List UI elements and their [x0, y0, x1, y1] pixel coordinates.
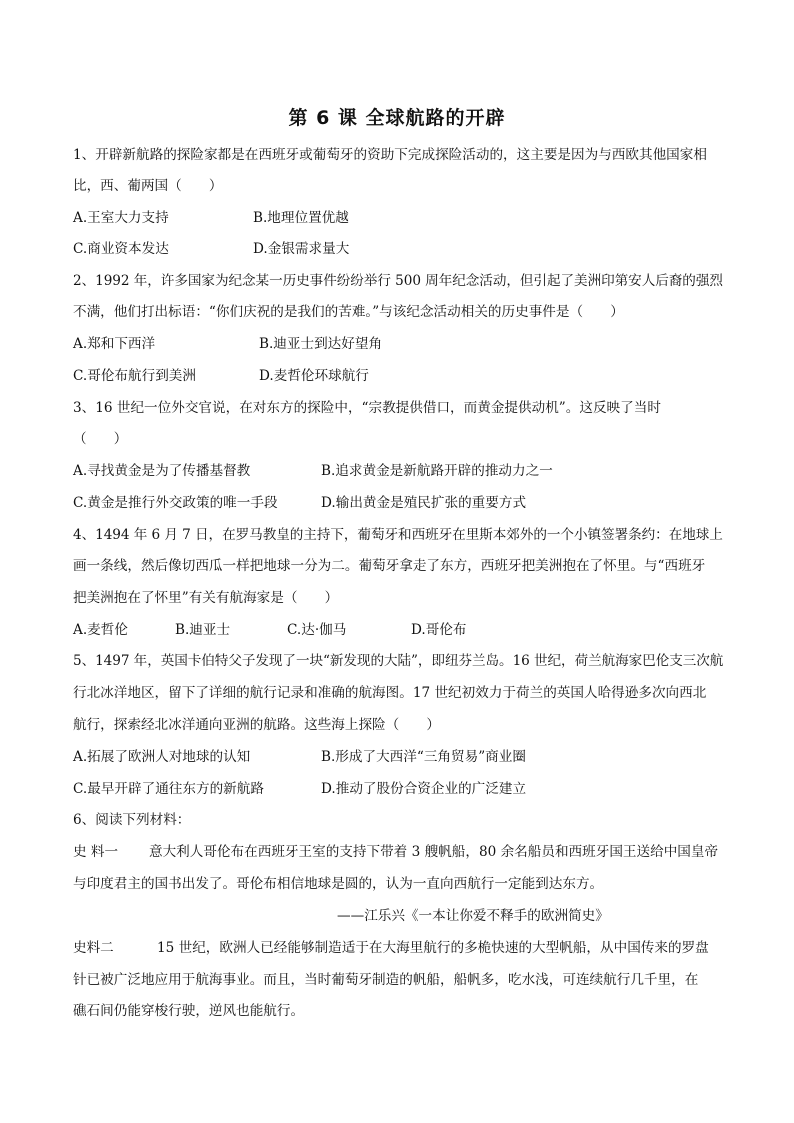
q2-stem-line2: 不满，他们打出标语：“你们庆祝的是我们的苦难。”与该纪念活动相关的历史事件是（ ）: [73, 304, 624, 320]
q5-stem-line3: 航行，探索经北冰洋通向亚洲的航路。这些海上探险（ ）: [73, 717, 441, 733]
q1-stem-line1: 1、开辟新航路的探险家都是在西班牙或葡萄牙的资助下完成探险活动的，这主要是因为与西欧其他国家相: [73, 147, 707, 163]
q3-option-c[interactable]: C.黄金是推行外交政策的唯一手段: [73, 495, 278, 511]
q6-intro: 6、阅读下列材料：: [73, 812, 191, 828]
q2-option-a[interactable]: A.郑和下西洋: [73, 336, 156, 352]
q6-material1-source: ——江乐兴《一本让你爱不释手的欧洲简史》: [337, 908, 609, 924]
q6-material1-line2: 与印度君主的国书出发了。哥伦布相信地球是圆的，认为一直向西航行一定能到达东方。: [73, 876, 604, 892]
q5-stem-line1: 5、1497 年，英国卡伯特父子发现了一块“新发现的大陆”，即纽芬兰岛。16 世纪，荷兰航海家巴伦支三次航: [73, 653, 724, 669]
q6-material2-line3: 礁石间仍能穿梭行驶，逆风也能航行。: [73, 1003, 305, 1019]
q5-stem-line2: 行北冰洋地区，留下了详细的航行记录和准确的航海图。17 世纪初效力于荷兰的英国人哈得逊多次向西北: [73, 685, 707, 701]
q3-stem-line2: （ ）: [73, 431, 128, 447]
q6-material1-text1: 意大利人哥伦布在西班牙王室的支持下带着 3 艘帆船，80 余名船员和西班牙国王送给中国皇帝: [149, 844, 719, 860]
q2-option-c[interactable]: C.哥伦布航行到美洲: [73, 368, 196, 384]
q4-option-c[interactable]: C.达·伽马: [287, 622, 347, 638]
q3-option-a[interactable]: A.寻找黄金是为了传播基督教: [73, 463, 251, 479]
q3-stem-line1: 3、16 世纪一位外交官说，在对东方的探险中，“宗教提供借口，而黄金提供动机”。这反映了当时: [73, 400, 661, 416]
q6-material2-text1: 15 世纪，欧洲人已经能够制造适于在大海里航行的多桅快速的大型帆船，从中国传来的罗盘: [157, 940, 709, 956]
q4-option-b[interactable]: B.迪亚士: [175, 622, 231, 638]
q1-option-b[interactable]: B.地理位置优越: [253, 210, 349, 226]
q6-material1-label: 史 料一: [73, 844, 119, 860]
q2-option-b[interactable]: B.迪亚士到达好望角: [259, 336, 383, 352]
q4-option-a[interactable]: A.麦哲伦: [73, 622, 128, 638]
page-title: 第 6 课 全球航路的开辟: [288, 107, 506, 129]
q4-option-d[interactable]: D.哥伦布: [411, 622, 467, 638]
q4-stem-line1: 4、1494 年 6 月 7 日，在罗马教皇的主持下，葡萄牙和西班牙在里斯本郊外的一个小镇签署条约：在地球上: [73, 527, 723, 543]
q4-stem-line2: 画一条线，然后像切西瓜一样把地球一分为二。葡萄牙拿走了东方，西班牙把美洲抱在了怀里。与“西班牙: [73, 558, 706, 574]
q5-option-a[interactable]: A.拓展了欧洲人对地球的认知: [73, 749, 251, 765]
q6-material2-line2: 针已被广泛地应用于航海事业。而且，当时葡萄牙制造的帆船，船帆多，吃水浅，可连续航行几千里，在: [73, 972, 699, 988]
q1-option-c[interactable]: C.商业资本发达: [73, 241, 169, 257]
q4-stem-line3: 把美洲抱在了怀里”有关有航海家是（ ）: [73, 590, 339, 606]
q1-option-d[interactable]: D.金银需求量大: [253, 241, 350, 257]
q2-option-d[interactable]: D.麦哲伦环球航行: [259, 368, 369, 384]
q3-option-d[interactable]: D.输出黄金是殖民扩张的重要方式: [321, 495, 527, 511]
q5-option-b[interactable]: B.形成了大西洋“三角贸易”商业圈: [321, 749, 526, 765]
q5-option-c[interactable]: C.最早开辟了通往东方的新航路: [73, 781, 264, 797]
q5-option-d[interactable]: D.推动了股份合资企业的广泛建立: [321, 781, 527, 797]
q1-stem-line2: 比，西、葡两国（ ）: [73, 178, 223, 194]
q6-material2-label: 史料二: [73, 940, 114, 956]
q3-option-b[interactable]: B.追求黄金是新航路开辟的推动力之一: [321, 463, 553, 479]
q1-option-a[interactable]: A.王室大力支持: [73, 210, 169, 226]
q2-stem-line1: 2、1992 年，许多国家为纪念某一历史事件纷纷举行 500 周年纪念活动，但引起了美洲印第安人后裔的强烈: [73, 273, 723, 289]
